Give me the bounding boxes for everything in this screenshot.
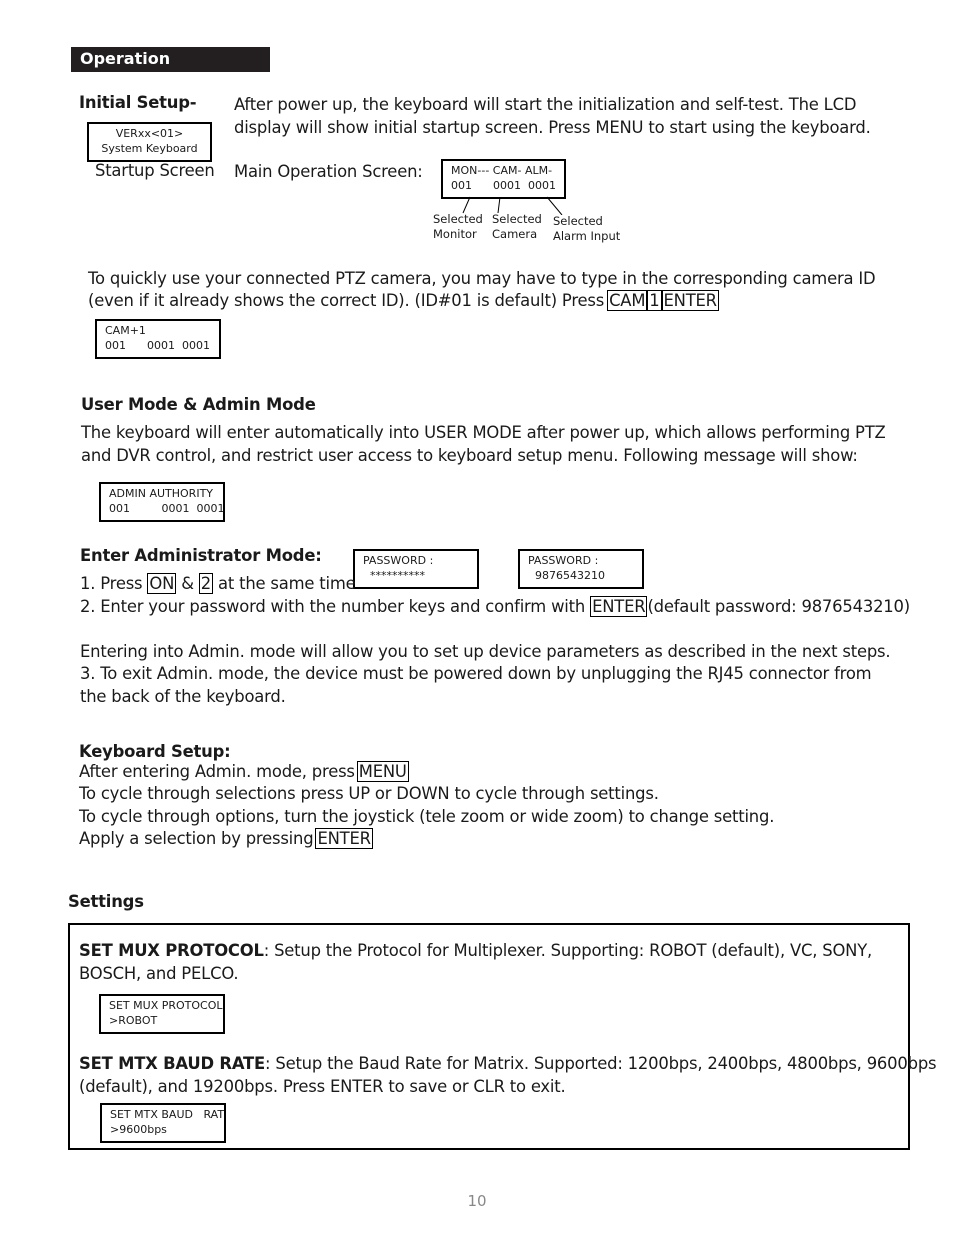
mux-line1	[79, 940, 872, 963]
user-mode-line1: The keyboard will enter automatically into USER MODE after power up, which allows performing PTZ	[81, 423, 886, 442]
startup-caption: Startup Screen	[95, 161, 215, 180]
lcd-startup-screen: VERxx<01> System Keyboard	[87, 122, 212, 162]
keyboard-setup-line1-text: After entering Admin. mode, press	[79, 762, 355, 781]
annotation-selected-alarm: Selected Alarm Input	[553, 214, 621, 243]
ptz-line2-text: (even if it already shows the correct ID). (ID#01 is default) Press	[88, 291, 605, 310]
key-enter: ENTER	[592, 597, 646, 616]
key-menu: MENU	[358, 762, 407, 781]
user-mode-heading: User Mode & Admin Mode	[81, 395, 316, 414]
mtx-title: SET MTX BAUD RATE	[79, 1054, 266, 1073]
mux-title: SET MUX PROTOCOL	[79, 941, 264, 960]
admin-step2-post: (default password: 9876543210)	[647, 597, 910, 616]
keyboard-setup-line1	[79, 761, 409, 784]
lcd-main-operation: MON--- CAM- ALM- 001 0001 0001	[441, 159, 566, 199]
admin-para3: the back of the keyboard.	[80, 687, 286, 706]
lcd-password-default: PASSWORD : 9876543210	[518, 549, 644, 589]
annotation-selected-monitor: Selected Monitor	[433, 212, 483, 241]
key-2: 2	[200, 574, 212, 593]
key-enter: ENTER	[663, 291, 717, 310]
admin-step1	[80, 573, 356, 596]
keyboard-setup-heading: Keyboard Setup:	[79, 742, 231, 761]
main-operation-label: Main Operation Screen:	[234, 162, 423, 181]
admin-para2: 3. To exit Admin. mode, the device must be powered down by unplugging the RJ45 connector from	[80, 664, 872, 683]
keyboard-setup-line3: To cycle through options, turn the joystick (tele zoom or wide zoom) to change setting.	[79, 807, 775, 826]
admin-step2	[80, 596, 910, 619]
admin-para1: Entering into Admin. mode will allow you to set up device parameters as described in the next steps.	[80, 642, 891, 661]
admin-step2-pre: 2. Enter your password with the number keys and confirm with	[80, 597, 586, 616]
initial-text-line2: display will show initial startup screen. Press MENU to start using the keyboard.	[234, 118, 871, 137]
key-cam: CAM	[609, 291, 646, 310]
key-1: 1	[649, 291, 660, 310]
admin-heading: Enter Administrator Mode:	[80, 546, 322, 565]
lcd-mtx-baud: SET MTX BAUD RAT >9600bps	[100, 1103, 226, 1143]
settings-heading: Settings	[68, 892, 144, 911]
keyboard-setup-line4-text: Apply a selection by pressing	[79, 829, 314, 848]
annotation-selected-camera: Selected Camera	[492, 212, 542, 241]
ptz-line2	[88, 290, 719, 313]
admin-step1-pre: 1. Press	[80, 574, 143, 593]
mux-text2: BOSCH, and PELCO.	[79, 964, 239, 983]
lcd-password-masked: PASSWORD : **********	[353, 549, 479, 589]
admin-step1-post: at the same time	[218, 574, 356, 593]
user-mode-line2: and DVR control, and restrict user access to keyboard setup menu. Following message will show:	[81, 446, 858, 465]
key-enter: ENTER	[317, 829, 371, 848]
mtx-text2: (default), and 19200bps. Press ENTER to save or CLR to exit.	[79, 1077, 566, 1096]
lcd-mux-protocol: SET MUX PROTOCOL >ROBOT	[99, 994, 225, 1034]
page-number: 10	[467, 1192, 487, 1210]
keyboard-setup-line2: To cycle through selections press UP or DOWN to cycle through settings.	[79, 784, 659, 803]
section-header: Operation	[71, 47, 270, 72]
lcd-cam-plus-1: CAM+1 001 0001 0001	[95, 319, 221, 359]
ptz-line1: To quickly use your connected PTZ camera, you may have to type in the corresponding camera ID	[88, 269, 876, 288]
settings-box	[68, 923, 937, 1150]
admin-step1-amp: &	[181, 574, 194, 593]
key-on: ON	[149, 574, 175, 593]
mux-text1: : Setup the Protocol for Multiplexer. Supporting: ROBOT (default), VC, SONY,	[263, 941, 873, 960]
initial-setup-heading: Initial Setup-	[79, 93, 197, 112]
mtx-text1: : Setup the Baud Rate for Matrix. Supported: 1200bps, 2400bps, 4800bps, 9600bps	[265, 1054, 937, 1073]
initial-text-line1: After power up, the keyboard will start the initialization and self-test. The LCD	[234, 95, 857, 114]
lcd-admin-authority: ADMIN AUTHORITY 001 0001 0001	[99, 482, 225, 522]
keyboard-setup-line4	[79, 828, 373, 851]
mtx-line1	[79, 1053, 936, 1076]
